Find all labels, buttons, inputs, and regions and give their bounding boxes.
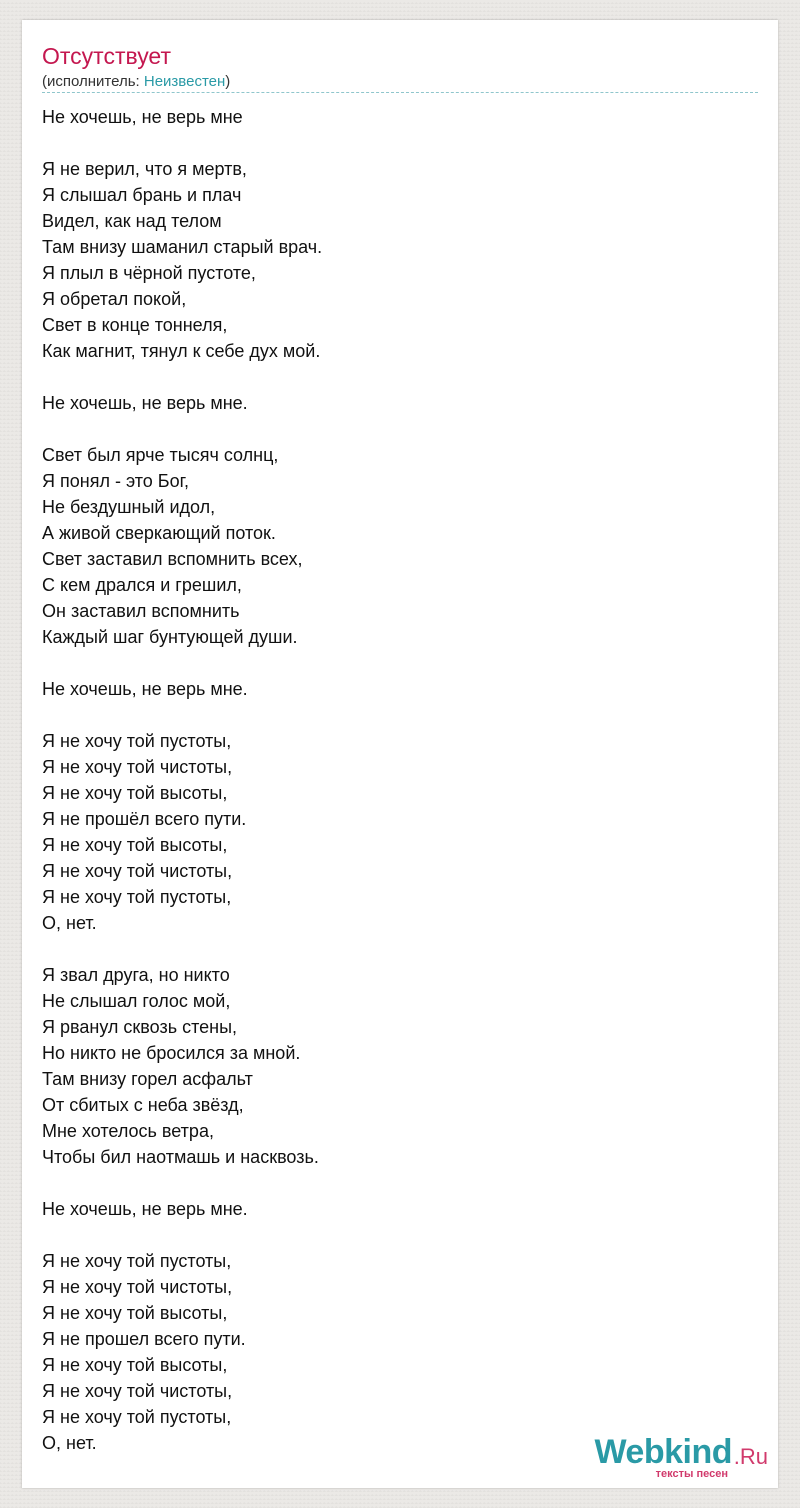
- lyrics-text: [42, 104, 758, 1456]
- lyric-line: Я не хочу той пустоты,: [42, 1407, 232, 1427]
- lyric-line: Я не хочу той высоты,: [42, 783, 228, 803]
- lyric-blank-line: [42, 1222, 758, 1248]
- lyric-line: Как магнит, тянул к себе дух мой.: [42, 341, 321, 361]
- lyric-blank-line: [42, 702, 758, 728]
- lyric-line: Я не прошёл всего пути.: [42, 809, 247, 829]
- lyric-line: Каждый шаг бунтующей души.: [42, 627, 298, 647]
- lyrics-card: [22, 20, 778, 1488]
- lyric-line: Не слышал голос мой,: [42, 991, 231, 1011]
- lyric-blank-line: [42, 1170, 758, 1196]
- lyric-line: Не хочешь, не верь мне.: [42, 1199, 248, 1219]
- lyric-line: Я не верил, что я мертв,: [42, 159, 247, 179]
- artist-prefix: (исполнитель:: [42, 73, 144, 90]
- lyric-blank-line: [42, 364, 758, 390]
- lyric-line: Я обретал покой,: [42, 289, 187, 309]
- lyric-line: Чтобы бил наотмашь и насквозь.: [42, 1147, 319, 1167]
- lyric-line: Я не хочу той высоты,: [42, 835, 228, 855]
- lyric-line: Свет заставил вспомнить всех,: [42, 549, 303, 569]
- lyric-line: О, нет.: [42, 1433, 97, 1453]
- lyric-line: Я не хочу той пустоты,: [42, 731, 232, 751]
- lyric-line: Я плыл в чёрной пустоте,: [42, 263, 256, 283]
- watermark-tagline: тексты песен: [655, 1468, 728, 1480]
- lyric-line: Не хочешь, не верь мне.: [42, 393, 248, 413]
- lyric-line: Я не хочу той высоты,: [42, 1303, 228, 1323]
- lyric-line: Там внизу шаманил старый врач.: [42, 237, 323, 257]
- lyric-line: Я рванул сквозь стены,: [42, 1017, 238, 1037]
- lyric-blank-line: [42, 130, 758, 156]
- title-divider: [42, 92, 758, 93]
- lyric-line: Я не хочу той чистоты,: [42, 757, 233, 777]
- lyric-line: Я понял - это Бог,: [42, 471, 189, 491]
- watermark-brand: Webkind: [594, 1433, 732, 1471]
- artist-line: [42, 72, 230, 92]
- lyric-line: Я не хочу той пустоты,: [42, 1251, 232, 1271]
- lyric-line: Я не прошел всего пути.: [42, 1329, 246, 1349]
- lyric-blank-line: [42, 650, 758, 676]
- lyric-line: Я слышал брань и плач: [42, 185, 242, 205]
- song-title: Отсутствует: [42, 43, 171, 69]
- lyric-line: Я не хочу той чистоты,: [42, 1277, 233, 1297]
- lyric-line: Видел, как над телом: [42, 211, 222, 231]
- webkind-logo: [572, 1432, 772, 1482]
- lyric-line: О, нет.: [42, 913, 97, 933]
- artist-suffix: ): [225, 73, 231, 90]
- lyric-line: Но никто не бросился за мной.: [42, 1043, 301, 1063]
- lyric-line: С кем дрался и грешил,: [42, 575, 242, 595]
- lyric-line: Не хочешь, не верь мне: [42, 107, 243, 127]
- lyric-line: А живой сверкающий поток.: [42, 523, 276, 543]
- lyric-line: Я не хочу той чистоты,: [42, 861, 233, 881]
- lyric-line: Не хочешь, не верь мне.: [42, 679, 248, 699]
- lyric-blank-line: [42, 936, 758, 962]
- watermark-tld: .Ru: [733, 1444, 768, 1469]
- lyric-line: Я не хочу той чистоты,: [42, 1381, 233, 1401]
- artist-link[interactable]: Неизвестен: [143, 73, 226, 90]
- lyric-line: Я не хочу той пустоты,: [42, 887, 232, 907]
- lyric-line: Он заставил вспомнить: [42, 601, 240, 621]
- lyric-line: Мне хотелось ветра,: [42, 1121, 214, 1141]
- lyric-blank-line: [42, 416, 758, 442]
- lyric-line: Там внизу горел асфальт: [42, 1069, 253, 1089]
- lyric-line: Я звал друга, но никто: [42, 965, 230, 985]
- lyric-line: Не бездушный идол,: [42, 497, 216, 517]
- lyric-line: Свет в конце тоннеля,: [42, 315, 228, 335]
- lyric-line: От сбитых с неба звёзд,: [42, 1095, 244, 1115]
- lyric-line: Я не хочу той высоты,: [42, 1355, 228, 1375]
- lyric-line: Свет был ярче тысяч солнц,: [42, 445, 279, 465]
